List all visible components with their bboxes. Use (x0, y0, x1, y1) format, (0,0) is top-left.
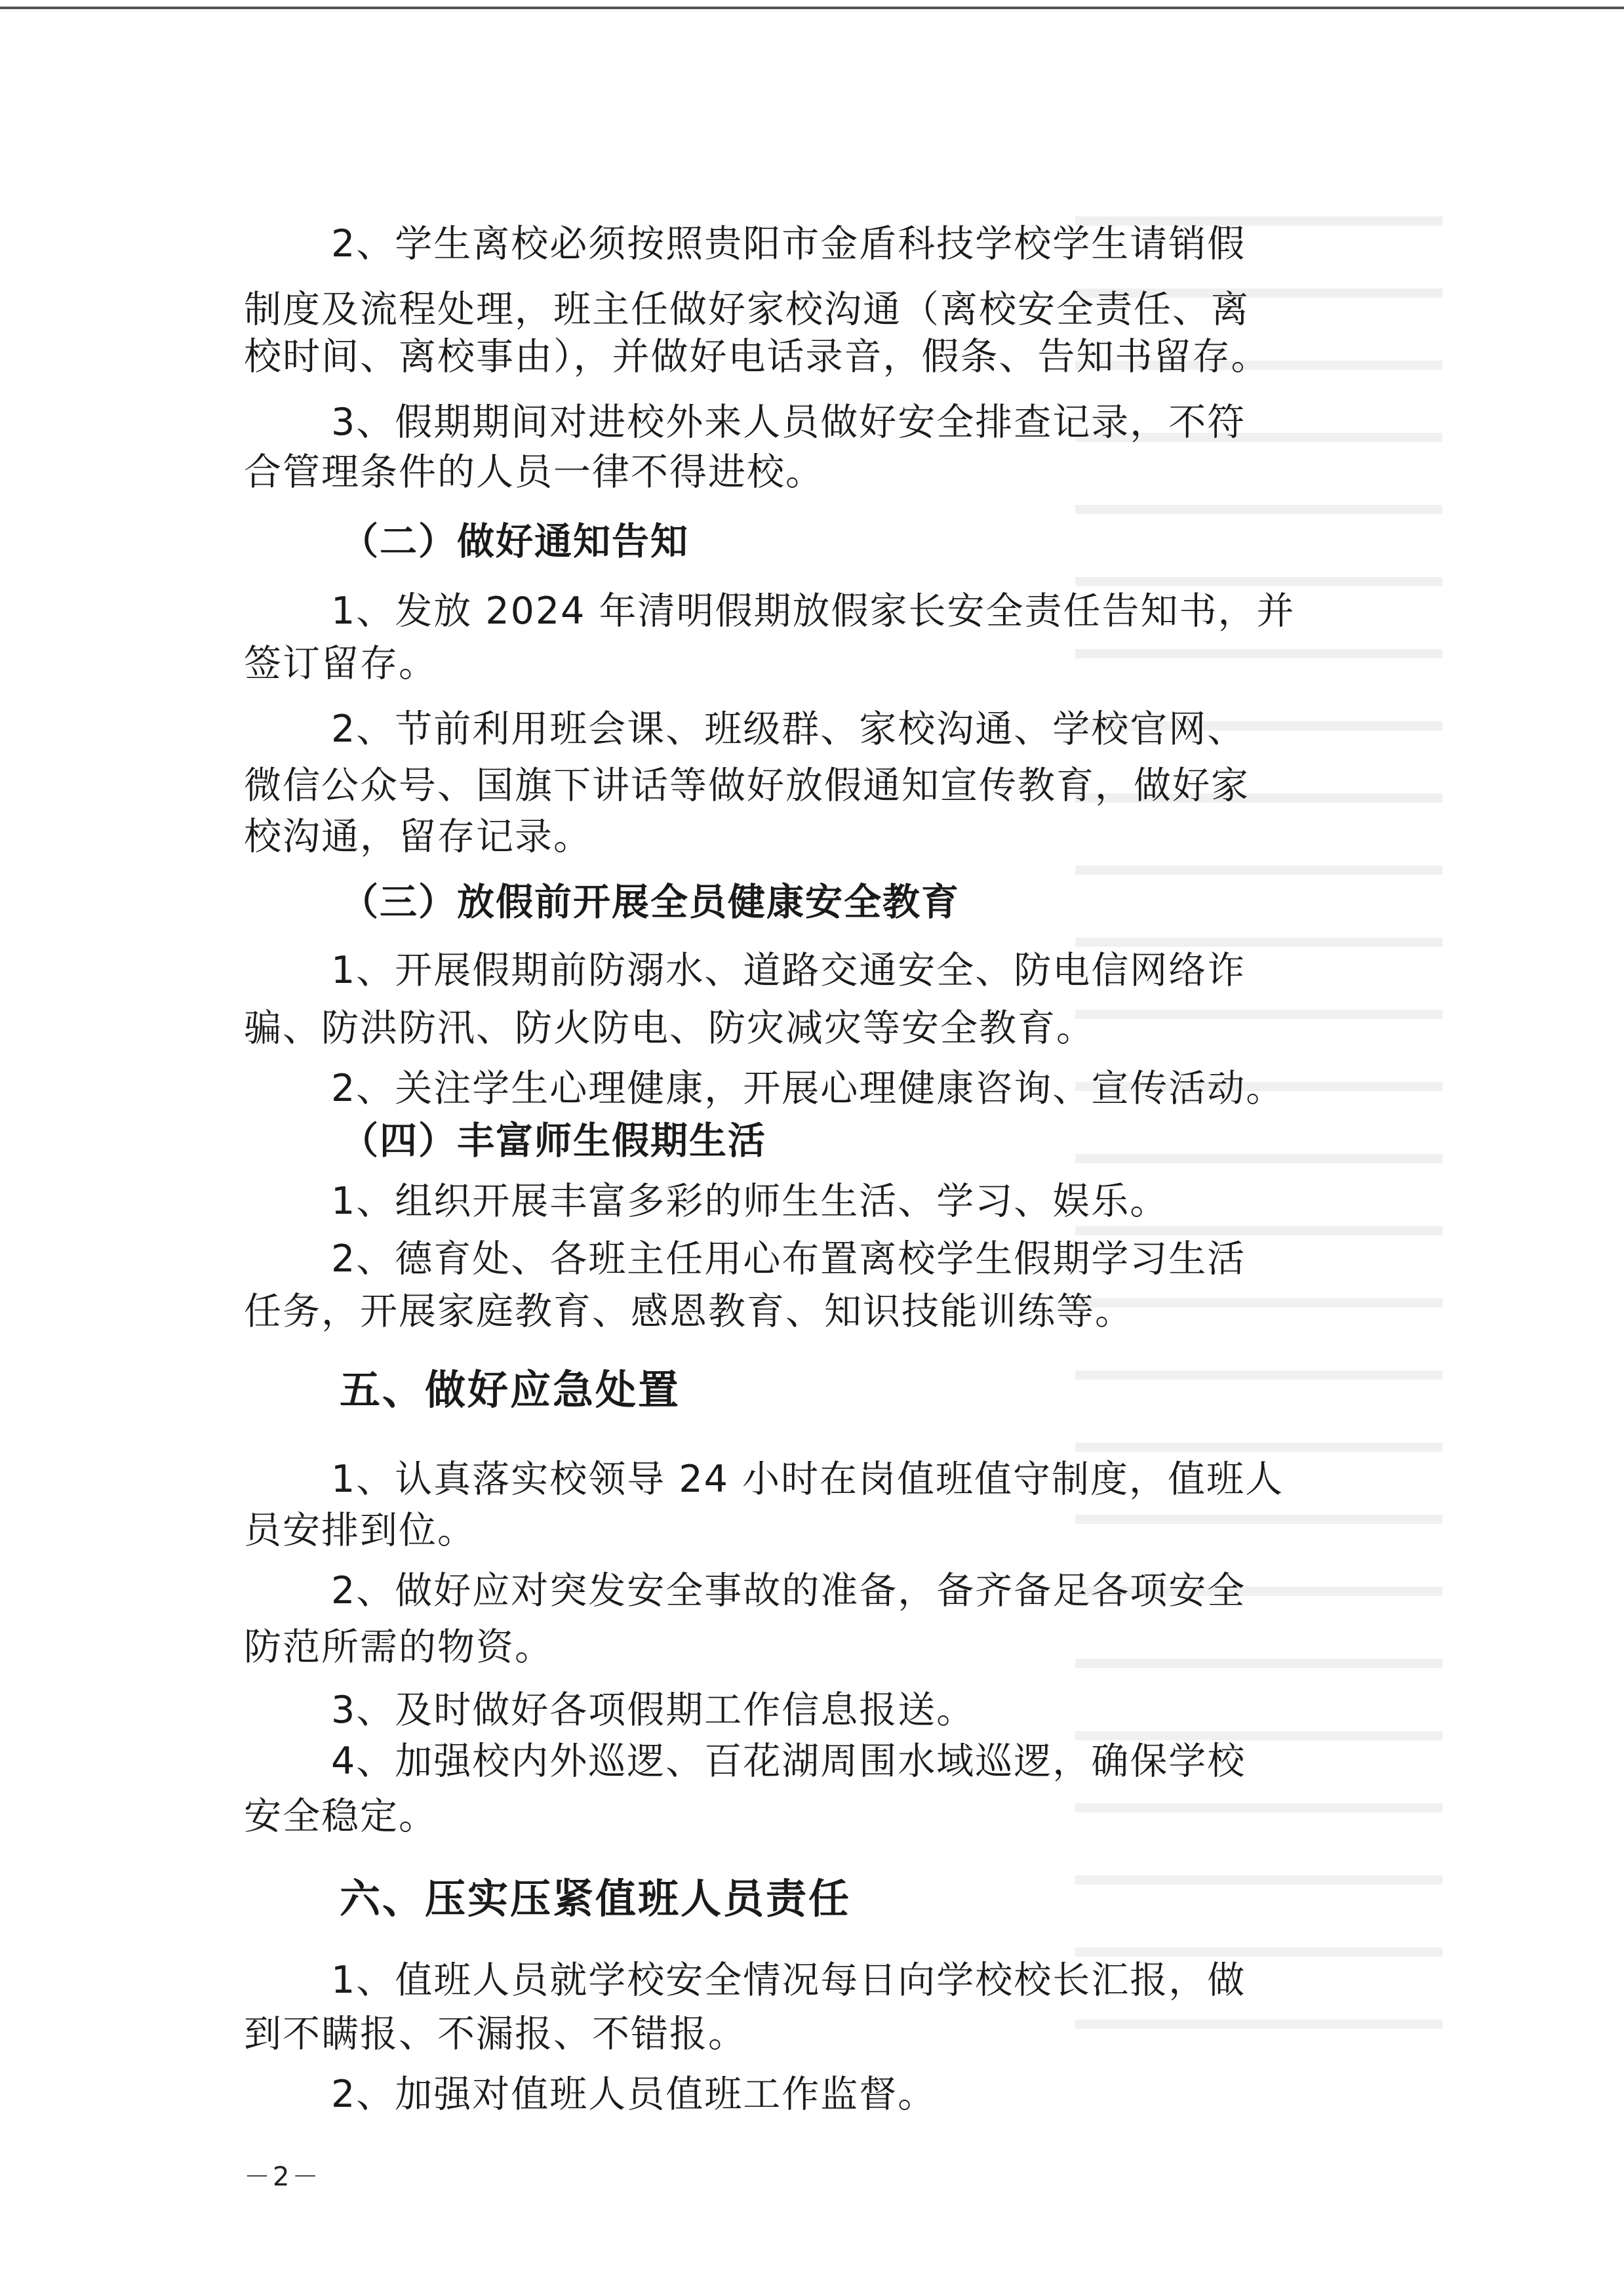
paragraph-line: 2、关注学生心理健康，开展心理健康咨询、宣传活动。 (331, 1067, 1285, 1110)
subsection-heading: （四）丰富师生假期生活 (341, 1119, 766, 1163)
page-number: －2－ (244, 2162, 321, 2192)
section-heading: 六、压实压紧值班人员责任 (340, 1875, 852, 1923)
paragraph-line: 微信公众号、国旗下讲话等做好放假通知宣传教育，做好家 (244, 764, 1250, 807)
paragraph-line: 员安排到位。 (244, 1509, 476, 1552)
paragraph-line: 校时间、离校事由），并做好电话录音，假条、告知书留存。 (244, 335, 1270, 378)
paragraph-line: 校沟通，留存记录。 (244, 815, 592, 858)
paragraph-line: 3、及时做好各项假期工作信息报送。 (331, 1688, 976, 1732)
paragraph-line: 2、加强对值班人员值班工作监督。 (331, 2073, 937, 2116)
paragraph-line: 防范所需的物资。 (244, 1626, 553, 1669)
paragraph-line: 1、组织开展丰富多彩的师生生活、学习、娱乐。 (331, 1180, 1169, 1223)
paragraph-line: 3、假期期间对进校外来人员做好安全排查记录，不符 (331, 401, 1246, 444)
paragraph-line: 2、节前利用班会课、班级群、家校沟通、学校官网、 (331, 708, 1246, 751)
paragraph-line: 1、值班人员就学校安全情况每日向学校校长汇报，做 (331, 1959, 1246, 2002)
paragraph-line: 制度及流程处理，班主任做好家校沟通（离校安全责任、离 (244, 288, 1250, 331)
paragraph-line: 1、认真落实校领导 24 小时在岗值班值守制度，值班人 (331, 1458, 1284, 1501)
paragraph-line: 安全稳定。 (244, 1795, 437, 1838)
paragraph-line: 任务，开展家庭教育、感恩教育、知识技能训练等。 (244, 1290, 1134, 1333)
paragraph-line: 骗、防洪防汛、防火防电、防灾减灾等安全教育。 (244, 1007, 1095, 1050)
subsection-heading: （三）放假前开展全员健康安全教育 (341, 881, 960, 924)
paragraph-line: 2、德育处、各班主任用心布置离校学生假期学习生活 (331, 1237, 1246, 1281)
section-heading: 五、做好应急处置 (340, 1366, 681, 1414)
paragraph-line: 2、做好应对突发安全事故的准备，备齐备足各项安全 (331, 1569, 1246, 1612)
subsection-heading: （二）做好通知告知 (341, 520, 689, 563)
paragraph-line: 1、发放 2024 年清明假期放假家长安全责任告知书，并 (331, 589, 1296, 633)
paragraph-line: 到不瞒报、不漏报、不错报。 (244, 2012, 747, 2056)
paragraph-line: 签订留存。 (244, 642, 437, 685)
paragraph-line: 合管理条件的人员一律不得进校。 (244, 450, 824, 494)
paragraph-line: 4、加强校内外巡逻、百花湖周围水域巡逻，确保学校 (331, 1740, 1246, 1783)
paragraph-line: 2、学生离校必须按照贵阳市金盾科技学校学生请销假 (331, 222, 1246, 266)
paragraph-line: 1、开展假期前防溺水、道路交通安全、防电信网络诈 (331, 949, 1246, 992)
